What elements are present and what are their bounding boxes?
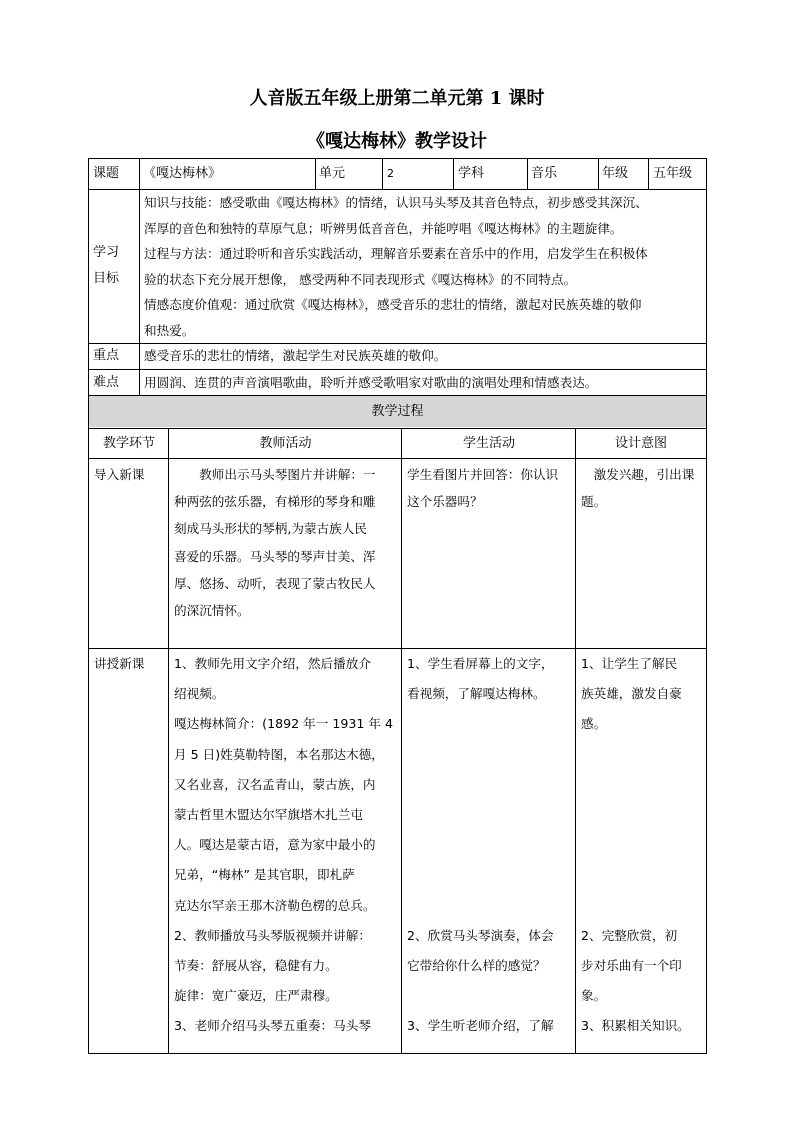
text-line xyxy=(407,830,575,860)
stage2-student xyxy=(407,649,575,1042)
topic-value: 《嘎达梅林》 xyxy=(143,166,222,181)
text-line: 的深沉情怀。 xyxy=(174,603,250,619)
text-line xyxy=(581,891,706,921)
text-line: 1、学生看屏幕上的文字， xyxy=(407,656,554,671)
text-line: 2、欣赏马头琴演奏，体会 xyxy=(407,927,554,943)
objectives-label-line: 目标 xyxy=(93,271,120,286)
text-line: 步对乐曲有一个印 xyxy=(581,958,682,974)
text-line: 旋律：宽广豪迈，庄严肃穆。 xyxy=(174,988,338,1004)
text-line: 族英雄，激发自豪 xyxy=(581,686,682,702)
objective-line: 知识与技能：感受歌曲《嘎达梅林》的情绪，认识马头琴及其音色特点，初步感受其深沉、 xyxy=(144,195,648,210)
text-line: 刻成马头形状的琴柄,为蒙古族人民 xyxy=(174,521,367,537)
stage1-intent xyxy=(581,461,706,515)
text-line: 激发兴趣，引出课 xyxy=(581,467,695,482)
column-header-teacher: 教师活动 xyxy=(259,435,312,451)
text-line: 2、教师播放马头琴版视频并讲解： xyxy=(174,927,371,943)
text-line xyxy=(407,770,575,800)
difficulty-text: 用圆润、连贯的声音演唱歌曲，聆听并感受歌唱家对歌曲的演唱处理和情感表达。 xyxy=(144,374,598,390)
text-line: 3、老师介绍马头琴五重奏：马头琴 xyxy=(174,1018,371,1034)
objectives-label-line: 学习 xyxy=(93,245,120,260)
text-line: 喜爱的乐器。马头琴的琴声甘美、浑 xyxy=(174,548,376,564)
table-border xyxy=(401,428,402,1054)
table-border xyxy=(88,343,707,344)
unit-label: 单元 xyxy=(319,166,346,181)
table-border xyxy=(88,1053,707,1054)
table-border xyxy=(88,458,707,459)
text-line: 蒙古哲里木盟达尔罕旗塔木扎兰屯 xyxy=(174,807,363,823)
text-line: 感。 xyxy=(581,716,607,732)
text-line: 它带给你什么样的感觉？ xyxy=(407,958,546,974)
text-line xyxy=(407,709,575,739)
text-line: 节奏：舒展从容，稳健有力。 xyxy=(174,958,338,974)
text-line: 3、学生听老师介绍，了解 xyxy=(407,1018,554,1034)
text-line: 克达尔罕亲王那木济勒色楞的总兵。 xyxy=(174,897,376,913)
table-border xyxy=(88,648,707,649)
text-line: 这个乐器吗？ xyxy=(407,494,483,510)
topic-label: 课题 xyxy=(93,166,120,181)
grade-label: 年级 xyxy=(602,166,629,181)
objective-line: 情感态度价值观：通过欣赏《嘎达梅林》，感受音乐的悲壮的情绪，激起对民族英雄的敬仰 xyxy=(144,297,642,312)
text-line: 人。嘎达是蒙古语，意为家中最小的 xyxy=(174,837,376,853)
text-line: 嘎达梅林简介：(1892 年一 1931 年 4 xyxy=(174,716,393,732)
difficulty-label: 难点 xyxy=(93,374,120,390)
subject-value: 音乐 xyxy=(531,166,558,181)
text-line xyxy=(581,860,706,890)
objective-line: 和热爱。 xyxy=(144,322,195,338)
stage1-teacher xyxy=(174,461,400,624)
text-line: 教师出示马头琴图片并讲解：一 xyxy=(174,467,376,482)
text-line: 1、教师先用文字介绍，然后播放介 xyxy=(174,656,371,671)
text-line: 学生看图片并回答：你认识 xyxy=(407,467,559,482)
objective-line: 浑厚的音色和独特的草原气息；听辨男低音音色，并能哼唱《嘎达梅林》的主题旋律。 xyxy=(144,220,623,236)
text-line: 绍视频。 xyxy=(174,686,225,702)
table-border xyxy=(598,158,599,189)
table-border xyxy=(88,395,707,396)
column-header-intent: 设计意图 xyxy=(614,435,667,451)
unit-value: 2 xyxy=(387,167,394,180)
text-line: 3、积累相关知识。 xyxy=(581,1018,690,1034)
subject-label: 学科 xyxy=(458,166,485,181)
column-header-student: 学生活动 xyxy=(462,435,515,451)
text-line xyxy=(581,830,706,860)
objective-line: 过程与方法：通过聆听和音乐实践活动，理解音乐要素在音乐中的作用，启发学生在积极体 xyxy=(144,246,648,261)
key-point-text: 感受音乐的悲壮的情绪，激起学生对民族英雄的敬仰。 xyxy=(144,348,447,363)
grade-value: 五年级 xyxy=(653,166,693,181)
table-border xyxy=(575,428,576,1054)
text-line: 看视频，了解嘎达梅林。 xyxy=(407,686,546,702)
text-line: 种两弦的弦乐器，有梯形的琴身和雕 xyxy=(174,494,376,510)
table-border xyxy=(648,158,649,189)
text-line xyxy=(581,800,706,830)
table-border xyxy=(453,158,454,189)
table-border xyxy=(527,158,528,189)
stage-name: 导入新课 xyxy=(94,467,145,482)
key-point-label: 重点 xyxy=(93,348,120,363)
objectives-label xyxy=(93,240,138,292)
text-line: 题。 xyxy=(581,494,607,510)
text-line xyxy=(581,740,706,770)
text-line xyxy=(407,981,575,1011)
table-border xyxy=(88,189,707,190)
process-title: 教学过程 xyxy=(371,403,424,419)
text-line xyxy=(407,891,575,921)
page-title: 人音版五年级上册第二单元第 1 课时 xyxy=(249,88,545,109)
text-line: 2、完整欣赏，初 xyxy=(581,927,678,943)
text-line xyxy=(407,860,575,890)
text-line xyxy=(407,740,575,770)
stage2-intent xyxy=(581,649,706,1042)
table-border xyxy=(88,369,707,370)
stage1-student xyxy=(407,461,575,515)
table-border xyxy=(168,428,169,1054)
page-subtitle: 《嘎达梅林》教学设计 xyxy=(307,131,487,152)
objectives-text xyxy=(144,190,709,343)
stage2-teacher xyxy=(174,649,400,1042)
text-line: 兄弟，“梅林” 是其官职，即札萨 xyxy=(174,867,355,883)
text-line xyxy=(407,800,575,830)
column-header-stage: 教学环节 xyxy=(102,435,155,451)
text-line: 厚、悠扬、动听，表现了蒙古牧民人 xyxy=(174,575,376,591)
table-border xyxy=(315,158,316,189)
table-border xyxy=(382,158,383,189)
table-border xyxy=(706,158,707,1054)
text-line: 又名业喜，汉名孟青山，蒙古族，内 xyxy=(174,776,376,792)
table-border xyxy=(88,158,89,1054)
text-line: 月 5 日)姓莫勒特图，本名那达木德， xyxy=(174,746,384,762)
objective-line: 验的状态下充分展开想像， 感受两种不同表现形式《嘎达梅林》的不同特点。 xyxy=(144,271,577,287)
table-border xyxy=(139,158,140,396)
text-line: 1、让学生了解民 xyxy=(581,656,678,671)
text-line: 象。 xyxy=(581,988,607,1004)
table-border xyxy=(88,158,707,159)
stage-name: 讲授新课 xyxy=(94,656,145,671)
table-border xyxy=(88,428,707,429)
text-line xyxy=(581,770,706,800)
